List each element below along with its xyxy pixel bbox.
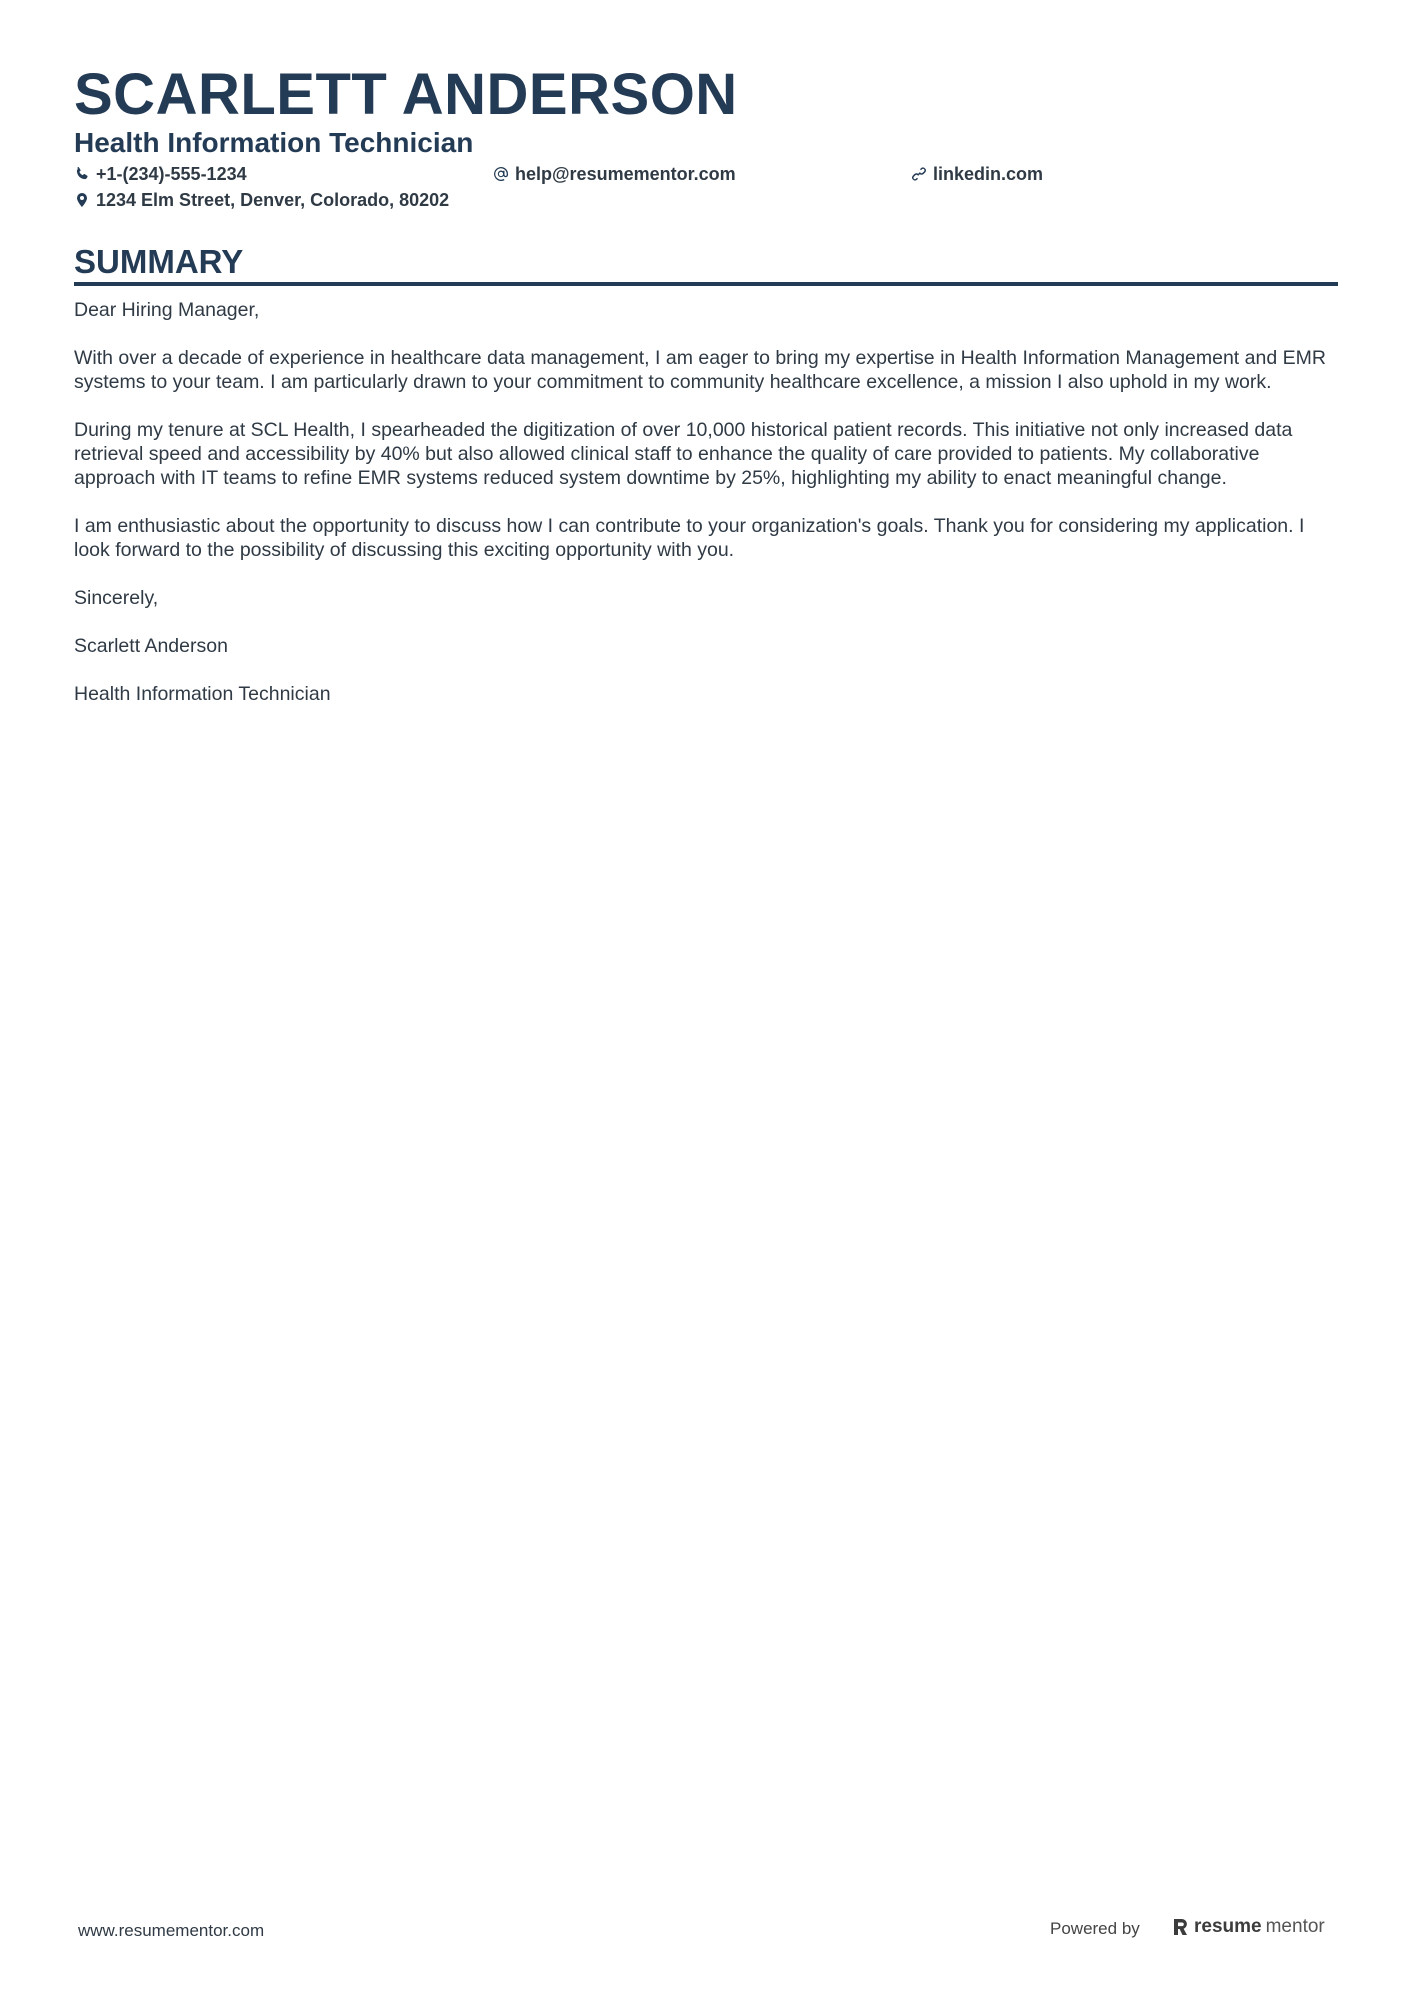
job-title: Health Information Technician bbox=[74, 127, 474, 158]
section-divider bbox=[74, 282, 1338, 286]
letter-paragraph: With over a decade of experience in healthcare data management, I am eager to bring my expertise in Health Information Management and EMR systems to your team. I am particularly drawn to your commitment to community healthcare excellence, a mission I also uphold in my work. bbox=[74, 347, 1326, 393]
letter-paragraph: During my tenure at SCL Health, I spearheaded the digitization of over 10,000 historical patient records. This initiative not only increased data retrieval speed and accessibility by 40% but also allowed clinical staff to enhance the quality of care provided to patients. My collaborative approach with IT teams to refine EMR systems reduced system downtime by 25%, highlighting my ability to enact meaningful change. bbox=[74, 419, 1293, 489]
contact-address bbox=[74, 188, 449, 212]
letter-closing: Sincerely, bbox=[74, 587, 159, 609]
at-icon bbox=[493, 166, 509, 182]
map-pin-icon bbox=[74, 192, 90, 208]
letter-paragraph: I am enthusiastic about the opportunity to discuss how I can contribute to your organization's goals. Thank you for considering my application. I look forward to the possibility of discussing this exciting opportunity with you. bbox=[74, 515, 1305, 561]
brand-text-light: mentor bbox=[1265, 1916, 1325, 1937]
letter-greeting: Dear Hiring Manager, bbox=[74, 299, 260, 321]
phone-text: +1-(234)-555-1234 bbox=[96, 164, 247, 184]
brand-text-bold: resume bbox=[1194, 1916, 1262, 1937]
signature-title: Health Information Technician bbox=[74, 683, 331, 705]
address-text: 1234 Elm Street, Denver, Colorado, 80202 bbox=[96, 190, 450, 210]
brand-logo[interactable] bbox=[1172, 1914, 1325, 1940]
footer-website-link[interactable]: www.resumementor.com bbox=[78, 1921, 265, 1940]
contact-phone bbox=[74, 162, 247, 186]
candidate-name: SCARLETT ANDERSON bbox=[74, 62, 738, 127]
section-heading: SUMMARY bbox=[74, 243, 244, 280]
linkedin-text: linkedin.com bbox=[933, 164, 1044, 184]
resumementor-logo-icon bbox=[1172, 1917, 1190, 1937]
powered-by-label: Powered by bbox=[1050, 1919, 1140, 1938]
phone-icon bbox=[74, 166, 90, 182]
email-text: help@resumementor.com bbox=[515, 164, 736, 184]
contact-linkedin[interactable] bbox=[911, 162, 1043, 186]
signature-name: Scarlett Anderson bbox=[74, 635, 228, 657]
contact-email[interactable] bbox=[493, 162, 736, 186]
letter-body bbox=[74, 298, 1338, 730]
link-icon bbox=[911, 166, 927, 182]
